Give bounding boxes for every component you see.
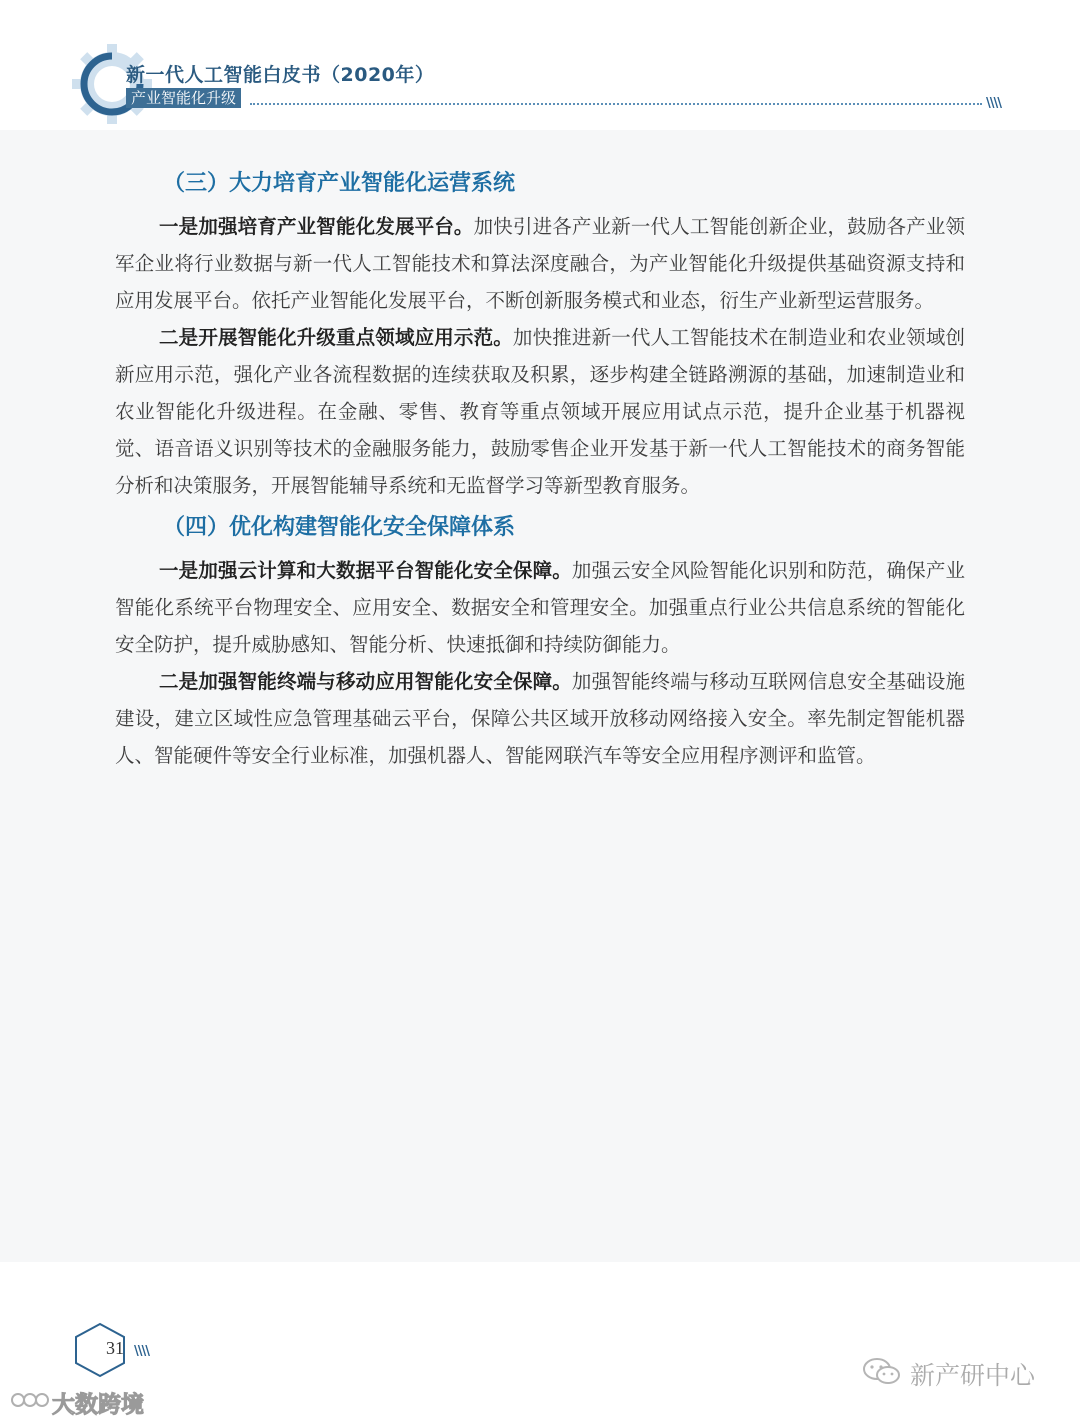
paragraph [115, 552, 965, 663]
paragraph-lead: 一是加强云计算和大数据平台智能化安全保障。 [159, 559, 572, 582]
watermark-logo [8, 1390, 50, 1410]
source-label: 新产研中心 [910, 1361, 1036, 1390]
chapter-label: 产业智能化升级 [126, 88, 241, 108]
paragraph [115, 319, 965, 504]
paragraph [115, 208, 965, 319]
paragraph-body: 加强智能终端与移动互联网信息安全基础设施建设，建立区域性应急管理基础云平台，保障公共区域开放移动网络接入安全。率先制定智能机器人、智能硬件等安全行业标准，加强机器人、智能网联汽车等安全应用程序测评和监管。 [115, 670, 965, 767]
page-number: 31 [106, 1338, 124, 1358]
section-heading: （三）大力培育产业智能化运营系统 [163, 171, 516, 196]
wechat-icon [862, 1356, 902, 1386]
paragraph-lead: 一是加强培育产业智能化发展平台。 [159, 215, 474, 238]
paragraph-body: 加强云安全风险智能化识别和防范，确保产业智能化系统平台物理安全、应用安全、数据安全和管理安全。加强重点行业公共信息系统的智能化安全防护，提升威胁感知、智能分析、快速抵御和持续防御能力。 [115, 559, 965, 656]
watermark-text: 大数跨境 [52, 1392, 144, 1418]
paragraph-body: 加快推进新一代人工智能技术在制造业和农业领域创新应用示范，强化产业各流程数据的连续获取及积累，逐步构建全链路溯源的基础，加速制造业和农业智能化升级进程。在金融、零售、教育等重点领域开展应用试点示范，提升企业基于机器视觉、语音语义识别等技术的金融服务能力，鼓励零售企业开发基于新一代人工智能技术的商务智能分析和决策服务，开展智能辅导系统和无监督学习等新型教育服务。 [115, 326, 965, 497]
main-content [115, 170, 965, 774]
paragraph-body: 加快引进各产业新一代人工智能创新企业，鼓励各产业领军企业将行业数据与新一代人工智能技术和算法深度融合，为产业智能化升级提供基础资源支持和应用发展平台。依托产业智能化发展平台，不断创新服务模式和业态，衍生产业新型运营服务。 [115, 215, 965, 312]
page-header [0, 0, 1080, 130]
paragraph-lead: 二是加强智能终端与移动应用智能化安全保障。 [159, 670, 572, 693]
document-title: 新一代人工智能白皮书（2020年） [126, 64, 435, 86]
header-divider [250, 103, 982, 105]
stripes-decoration: \\\\ [134, 1344, 149, 1359]
paragraph [115, 663, 965, 774]
section-heading: （四）优化构建智能化安全保障体系 [163, 515, 516, 540]
paragraph-lead: 二是开展智能化升级重点领域应用示范。 [159, 326, 513, 349]
stripes-decoration: \\\\ [986, 96, 1001, 111]
